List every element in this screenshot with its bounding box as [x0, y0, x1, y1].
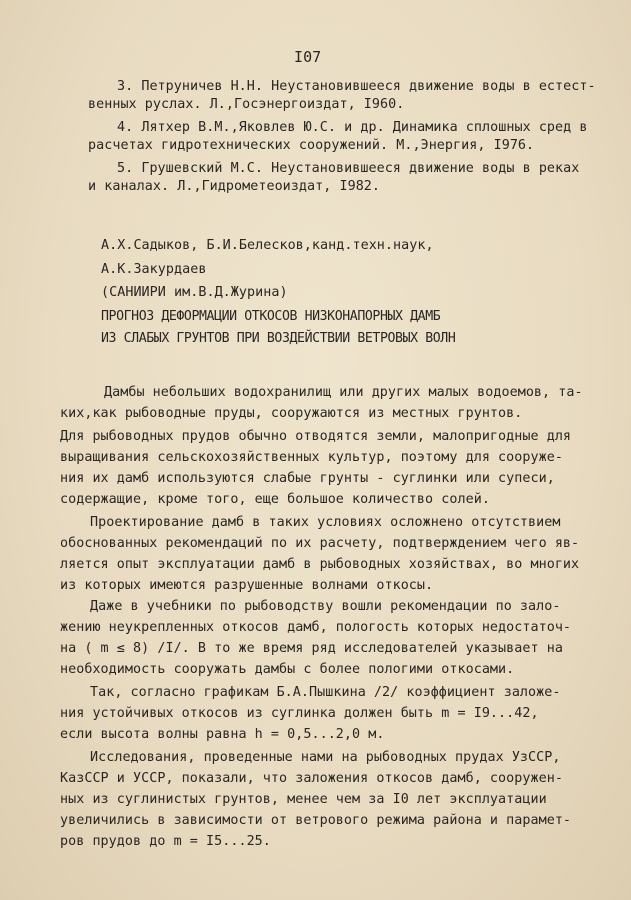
authors-line-1: А.Х.Садыков, Б.И.Белесков,канд.техн.наук, [101, 238, 434, 253]
body-line-11: Даже в учебники по рыбоводству вошли рекомендации по зало- [90, 599, 561, 614]
reference-4-line-2: расчетах гидротехнических сооружений. М.,Энергия, I976. [88, 138, 535, 153]
body-line-13: на ( m ≤ 8) /I/. В то же время ряд исследователей указывает на [60, 641, 563, 656]
article-title-line-1: ПРОГНОЗ ДЕФОРМАЦИИ ОТКОСОВ НИЗКОНАПОРНЫХ ДАМБ [101, 309, 441, 324]
body-line-7: Проектирование дамб в таких условиях осложнено отсутствием [90, 515, 561, 530]
body-line-6: содержащие, кроме того, еще большое количество солей. [60, 492, 490, 507]
body-line-17: если высота волны равна h = 0,5...2,0 м. [60, 727, 385, 742]
body-line-9: ляется опыт эксплуатации дамб в рыбоводных хозяйствах, во многих [60, 557, 580, 572]
body-line-16: ния устойчивых откосов из суглинка должен быть m = I9...42, [60, 706, 539, 721]
page-number: I07 [294, 48, 322, 66]
body-line-12: жению неукрепленных откосов дамб, пологость которых недостаточ- [60, 620, 572, 635]
body-line-5: ния их дамб используются слабые грунты - суглинки или супеси, [60, 471, 555, 486]
article-title-line-2: ИЗ СЛАБЫХ ГРУНТОВ ПРИ ВОЗДЕЙСТВИИ ВЕТРОВЫХ ВОЛН [101, 331, 456, 346]
body-line-2: ких,как рыбоводные пруды, сооружаются из местных грунтов. [60, 406, 523, 421]
body-line-15: Так, согласно графикам Б.А.Пышкина /2/ коэффициент заложе- [90, 685, 561, 700]
body-line-14: необходимость сооружать дамбы с более пологими откосами. [60, 662, 515, 677]
body-line-22: ров прудов до m = I5...25. [60, 834, 271, 849]
body-line-1: Дамбы небольших водохранилищ или других малых водоемов, та- [104, 385, 583, 400]
body-line-21: увеличились в зависимости от ветрового режима района и парамет- [60, 813, 572, 828]
body-line-10: из которых имеются разрушенные волнами откосы. [60, 578, 434, 593]
reference-3-line-2: венных руслах. Л.,Госэнергоиздат, I960. [88, 97, 405, 112]
reference-5-line-2: и каналах. Л.,Гидрометеоиздат, I982. [88, 179, 381, 194]
affiliation: (САНИИРИ им.В.Д.Журина) [101, 285, 288, 300]
body-line-3: Для рыбоводных прудов обычно отводятся земли, малопригодные для [60, 429, 572, 444]
body-line-4: выращивания сельскохозяйственных культур, поэтому для сооруже- [60, 450, 563, 465]
reference-5-line-1: 5. Грушевский М.С. Неустановившееся движение воды в реках [117, 161, 580, 176]
reference-4-line-1: 4. Лятхер В.М.,Яковлев Ю.С. и др. Динамика сплошных сред в [117, 120, 588, 135]
body-line-18: Исследования, проведенные нами на рыбоводных прудах УзССР, [90, 750, 561, 765]
authors-line-2: А.К.Закурдаев [101, 262, 207, 277]
body-line-20: ных из суглинистых грунтов, менее чем за I0 лет эксплуатации [60, 792, 547, 807]
body-line-8: обоснованных рекомендаций по их расчету, подтверждением чего яв- [60, 536, 580, 551]
reference-3-line-1: 3. Петруничев Н.Н. Неустановившееся движение воды в естест- [117, 79, 596, 94]
body-line-19: КазССР и УССР, показали, что заложения откосов дамб, сооружен- [60, 771, 563, 786]
